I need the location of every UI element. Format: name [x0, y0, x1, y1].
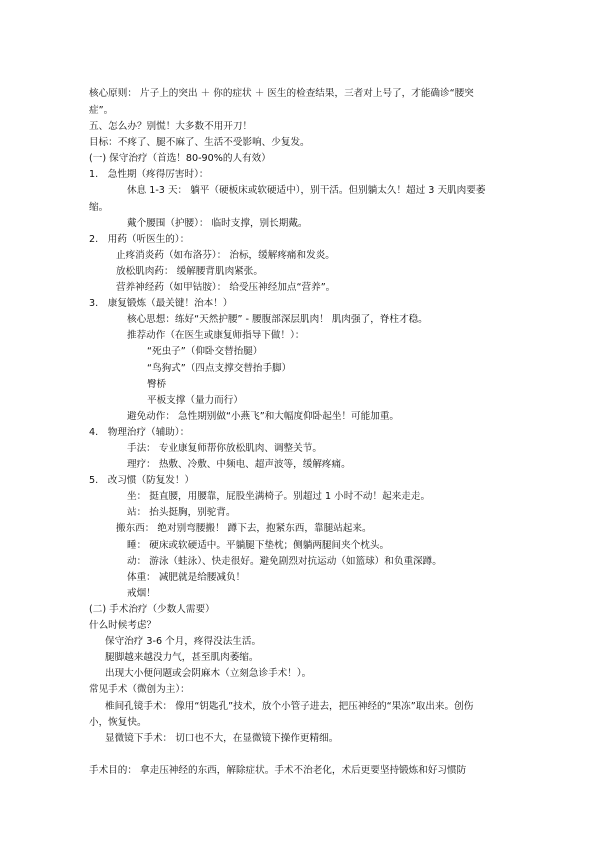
manual-therapy-line: 手法： 专业康复师帮你放松肌肉、调整关节。	[127, 443, 322, 454]
list-item-change-habits: 5. 改习惯（防复发！）	[89, 475, 195, 486]
habit-sitting: 坐： 挺直腰，用腰靠，屁股坐满椅子。别超过 1 小时不动！起来走走。	[127, 491, 431, 502]
core-principle-line-2: 症”。	[89, 105, 114, 116]
painkiller-line: 止疼消炎药（如布洛芬）： 治标，缓解疼痛和发炎。	[116, 250, 335, 261]
habit-sleeping: 睡： 硬床或软硬适中。平躺腿下垫枕；侧躺两腿间夹个枕头。	[127, 540, 390, 551]
common-surgery-heading: 常见手术（微创为主）：	[89, 684, 190, 695]
section-heading-what-to-do: 五、怎么办？别慌！大多数不用开刀！	[89, 121, 253, 132]
physiotherapy-line: 理疗： 热敷、冷敷、中频电、超声波等，缓解疼痛。	[127, 459, 351, 470]
indication-conservative-failed: 保守治疗 3-6 个月，疼得没法生活。	[105, 636, 262, 647]
habit-quit-smoking: 戒烟！	[127, 588, 156, 599]
waist-belt-line: 戴个腰围（护腰）： 临时支撑，别长期戴。	[127, 218, 308, 229]
rest-line-1: 休息 1-3 天： 躺平（硬板床或软硬适中），别干活。但别躺太久！超过 3 天肌肉要萎	[127, 185, 486, 196]
when-to-consider-heading: 什么时候考虑？	[89, 620, 157, 631]
subheading-conservative-treatment: (一) 保守治疗（首选！80-90%的人有效）	[89, 153, 271, 164]
subheading-surgery: (二) 手术治疗（少数人需要）	[89, 604, 215, 615]
muscle-relaxant-line: 放松肌肉药： 缓解腰背肌肉紧张。	[116, 266, 263, 277]
move-bird-dog: “鸟狗式”（四点支撑交替抬手脚）	[147, 363, 292, 374]
move-glute-bridge: 臀桥	[147, 379, 167, 390]
core-principle-line-1: 核心原则： 片子上的突出 ＋ 你的症状 ＋ 医生的检查结果，三者对上号了，才能确诊“腰突	[89, 88, 474, 99]
avoid-moves-line: 避免动作： 急性期别做“小燕飞”和大幅度仰卧起坐！可能加重。	[127, 411, 400, 422]
nerve-nutrition-line: 营养神经药（如甲钴胺）： 给受压神经加点“营养”。	[116, 282, 336, 293]
list-item-rehab-exercise: 3. 康复锻炼（最关键！治本！）	[89, 298, 233, 309]
habit-exercise: 动： 游泳（蛙泳）、快走很好。避免剧烈对抗运动（如篮球）和负重深蹲。	[127, 556, 442, 567]
habit-weight: 体重： 减肥就是给腰减负！	[127, 572, 246, 583]
recommended-moves-line: 推荐动作（在医生或康复师指导下做！）：	[127, 330, 305, 341]
list-item-acute-phase: 1. 急性期（疼得厉害时）：	[89, 169, 209, 180]
move-dead-bug: “死虫子”（仰卧交替抬腿）	[147, 346, 263, 357]
goal-line: 目标：不疼了、腿不麻了、生活不受影响、少复发。	[89, 137, 310, 148]
habit-lifting: 搬东西： 绝对别弯腰搬！ 蹲下去，抱紧东西，靠腿站起来。	[116, 523, 372, 534]
microscope-surgery-line: 显微镜下手术： 切口也不大，在显微镜下操作更精细。	[105, 733, 339, 744]
indication-weakness: 腿脚越来越没力气，甚至肌肉萎缩。	[105, 652, 259, 663]
endoscopy-line-2: 小，恢复快。	[89, 717, 147, 728]
list-item-medication: 2. 用药（听医生的）：	[89, 234, 190, 245]
surgery-purpose-line: 手术目的： 拿走压神经的东西，解除症状。手术不治老化，术后更要坚持锻炼和好习惯防	[89, 765, 467, 776]
indication-emergency: 出现大小便问题或会阴麻木（立刻急诊手术！）。	[105, 668, 312, 679]
habit-standing: 站： 抬头挺胸，别驼背。	[127, 507, 236, 518]
move-plank: 平板支撑（量力而行）	[147, 395, 243, 406]
endoscopy-line-1: 椎间孔镜手术： 像用“钥匙孔”技术，放个小管子进去，把压神经的“果冻”取出来。创伤	[105, 701, 474, 712]
list-item-physical-therapy: 4. 物理治疗（辅助）：	[89, 427, 190, 438]
core-idea-line: 核心思想：练好“天然护腰” - 腰腹部深层肌肉！ 肌肉强了，脊柱才稳。	[127, 314, 428, 325]
rest-line-2: 缩。	[89, 202, 109, 213]
